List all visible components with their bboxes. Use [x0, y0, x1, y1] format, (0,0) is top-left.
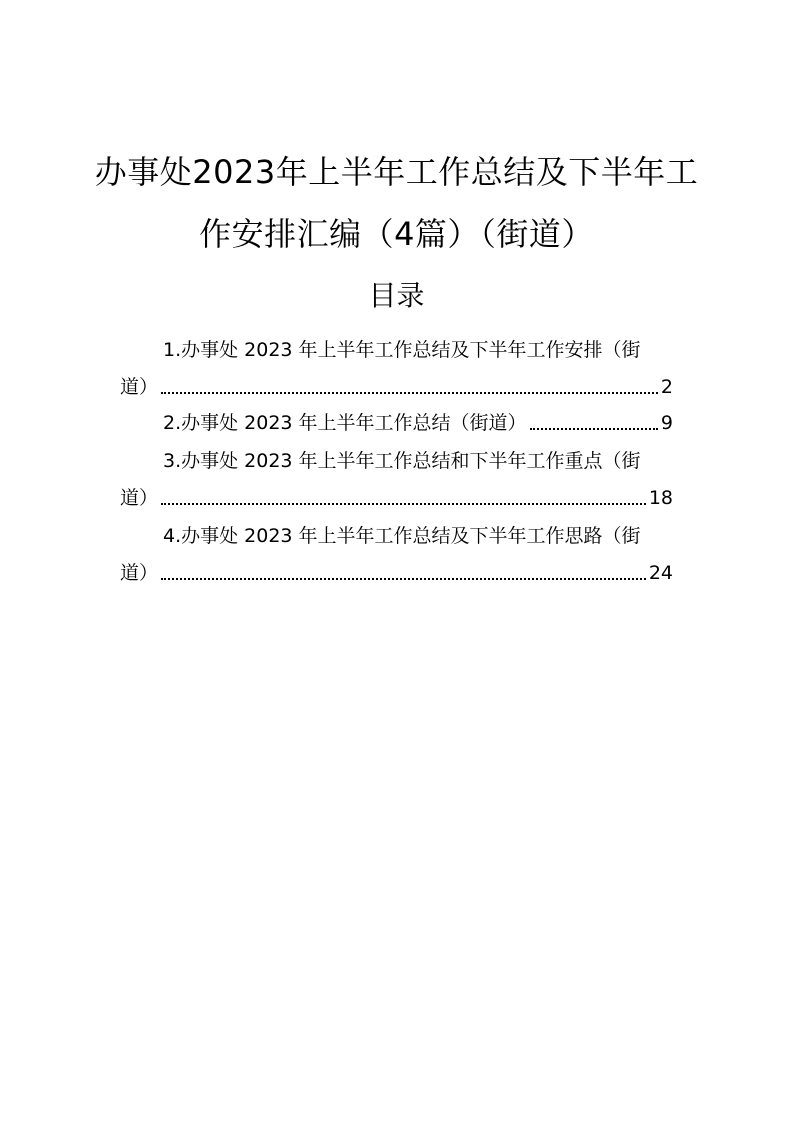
- toc-entry-1[interactable]: [120, 338, 673, 399]
- toc-entry-leader-row: [120, 375, 673, 399]
- toc-entry-text-continued: 道）: [120, 562, 159, 584]
- toc-page-number: 24: [648, 562, 673, 584]
- toc-page-number: 18: [648, 487, 673, 509]
- document-title-line-2: 作安排汇编（4篇）（街道）: [199, 215, 594, 253]
- toc-entry-3[interactable]: [120, 449, 673, 510]
- toc-entry-2[interactable]: [120, 411, 673, 435]
- toc-page-number: 2: [660, 376, 673, 398]
- toc-heading: 目录: [368, 279, 425, 312]
- dot-leader: [161, 578, 646, 580]
- toc-entry-text: 4.办事处 2023 年上半年工作总结及下半年工作思路（街: [163, 525, 641, 547]
- toc-entry-text: 3.办事处 2023 年上半年工作总结和下半年工作重点（街: [163, 450, 641, 472]
- dot-leader: [161, 503, 646, 505]
- toc-entry-text: 1.办事处 2023 年上半年工作总结及下半年工作安排（街: [163, 339, 641, 361]
- dot-leader: [530, 428, 658, 430]
- toc-entry-text: 2.办事处 2023 年上半年工作总结（街道）: [163, 412, 527, 434]
- toc-entry-leader-row: [120, 561, 673, 585]
- toc-page-number: 9: [660, 412, 673, 434]
- dot-leader: [161, 392, 658, 394]
- toc-entry-text-continued: 道）: [120, 376, 159, 398]
- document-title-line-1: 办事处2023年上半年工作总结及下半年工: [94, 153, 699, 191]
- toc-entry-leader-row: [120, 486, 673, 510]
- toc-entry-text-continued: 道）: [120, 487, 159, 509]
- toc-entry-leader-row: [120, 411, 673, 435]
- toc-entry-4[interactable]: [120, 524, 673, 585]
